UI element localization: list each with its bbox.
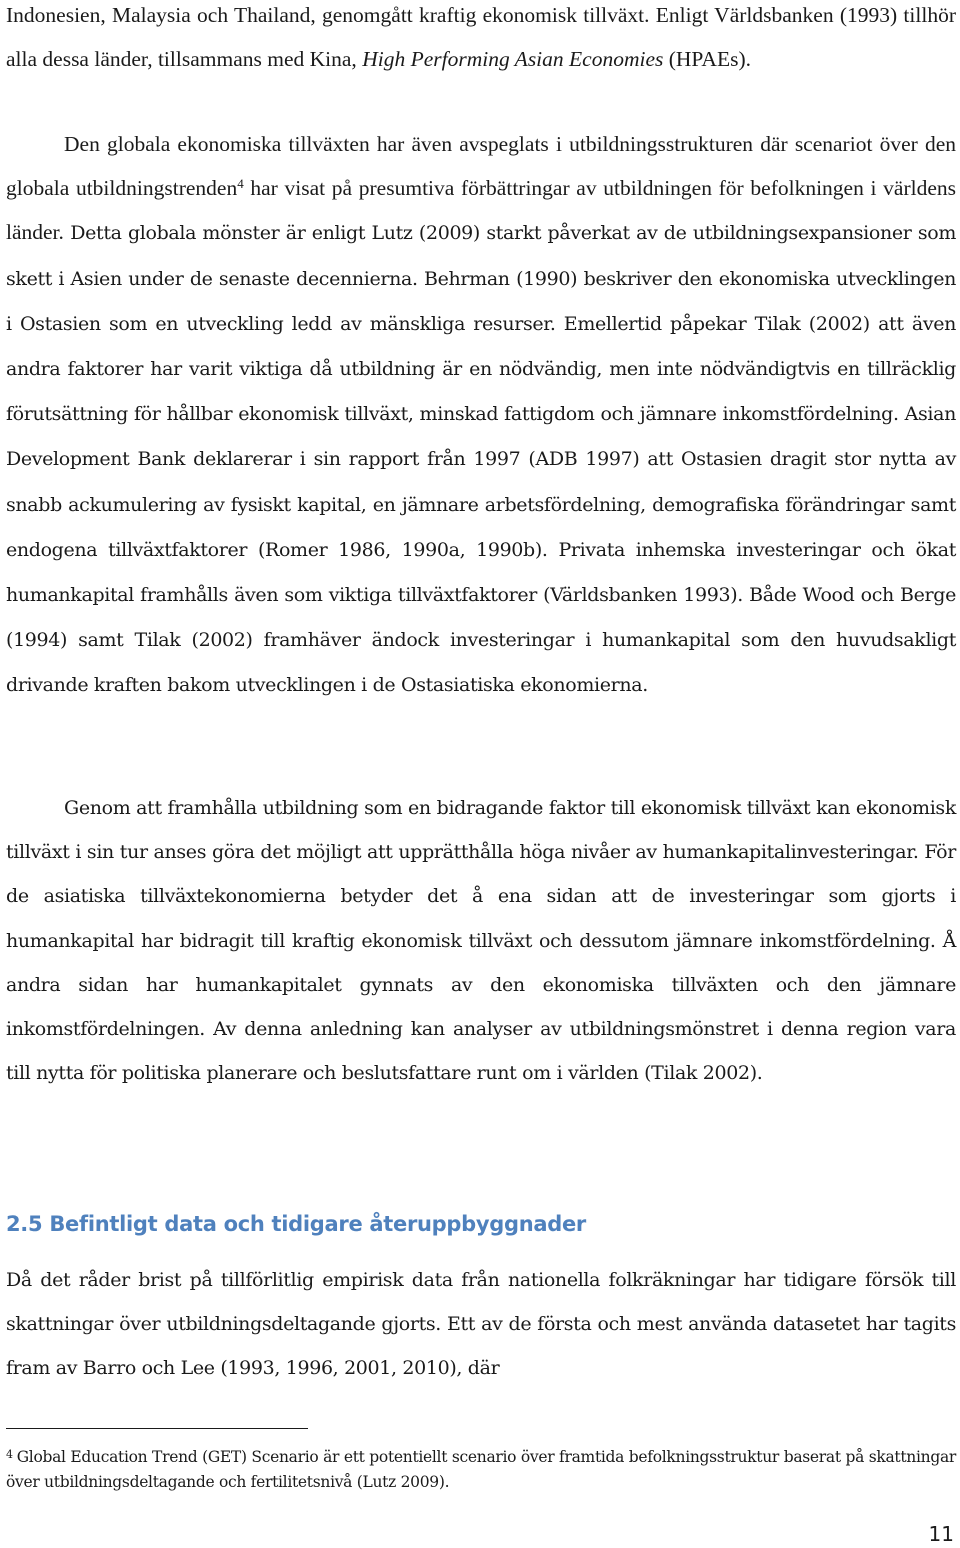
section-heading (6, 1212, 586, 1236)
paragraph-1-italic-term: High Performing Asian Economies (362, 47, 664, 72)
section-title: Befintligt data och tidigare återuppbyggnader (49, 1212, 586, 1236)
paragraph-1-text-b: (HPAEs). (663, 47, 751, 72)
paragraph-3: Genom att framhålla utbildning som en bidragande faktor till ekonomisk tillväxt kan ekonomisk tillväxt i sin tur anses göra det möjligt att upprätthålla höga nivåer av humankapitalinvesteringar. För de asiatiska tillväxtekonomierna betyder det å ena sidan att de investeringar som gjorts i humankapital har bidragit till kraftig ekonomisk tillväxt och dessutom jämnare inkomstfördelning. Å andra sidan har humankapitalet gynnats av den ekonomiska tillväxten och den jämnare inkomstfördelningen. Av denna anledning kan analyser av utbildningsmönstret i denna region vara till nytta för politiska planerare och beslutsfattare runt om i världen (Tilak 2002). (6, 797, 956, 1085)
footnote-separator (6, 1428, 308, 1429)
footnote-reference[interactable]: 4 (237, 176, 244, 192)
paragraph-2 (6, 122, 956, 708)
paragraph-1-text-a: Indonesien, Malaysia och Thailand, genomgått kraftig ekonomisk tillväxt. Enligt Världsbanken (1993) tillhör alla dessa länder, tillsammans med Kina, (6, 3, 956, 72)
paragraph-1 (6, 0, 956, 81)
footnote (6, 1442, 956, 1495)
paragraph-2-text-b: har visat på presumtiva förbättringar av utbildningen för befolkningen i världens länder. (6, 176, 957, 245)
footnote-text: Global Education Trend (GET) Scenario är ett potentiellt scenario över framtida befolkningsstruktur baserat på skattningar över utbildningsdeltagande och fertilitetsnivå (Lutz 2009). (6, 1448, 956, 1491)
footnote-mark: 4 (6, 1448, 13, 1461)
section-number: 2.5 (6, 1212, 43, 1236)
paragraph-4: Då det råder brist på tillförlitlig empirisk data från nationella folkräkningar har tidigare försök till skattningar över utbildningsdeltagande gjorts. Ett av de första och mest använda datasetet har tagits fram av Barro och Lee (1993, 1996, 2001, 2010), där (6, 1269, 956, 1380)
paragraph-2-text-c: Detta globala mönster är enligt Lutz (2009) starkt påverkat av de utbildningsexpansioner som skett i Asien under de senaste decennierna. Behrman (1990) beskriver den ekonomiska utvecklingen i Ostasien som en utveckling ledd av mänskliga resurser. Emellertid påpekar Tilak (2002) att även andra faktorer har varit viktiga då utbildning är en nödvändig, men inte nödvändigtvis en tillräcklig förutsättning för hållbar ekonomisk tillväxt, minskad fattigdom och jämnare inkomstfördelning. Asian Development Bank deklarerar i sin rapport från 1997 (ADB 1997) att Ostasien dragit stor nytta av snabb ackumulering av fysiskt kapital, en jämnare arbetsfördelning, demografiska förändringar samt endogena tillväxtfaktorer (Romer 1986, 1990a, 1990b). Privata inhemska investeringar och ökat humankapital framhålls även som viktiga tillväxtfaktorer (Världsbanken 1993). Både Wood och Berge (1994) samt Tilak (2002) framhäver ändock investeringar i humankapital som den huvudsakligt drivande kraften bakom utvecklingen i de Ostasiatiska ekonomierna. (6, 222, 956, 697)
paragraph-2-text-a: Den globala ekonomiska tillväxten har även avspeglats i utbildningsstrukturen där scenariot över den globala utbildningstrenden (6, 132, 956, 201)
page-number: 11 (928, 1522, 954, 1546)
